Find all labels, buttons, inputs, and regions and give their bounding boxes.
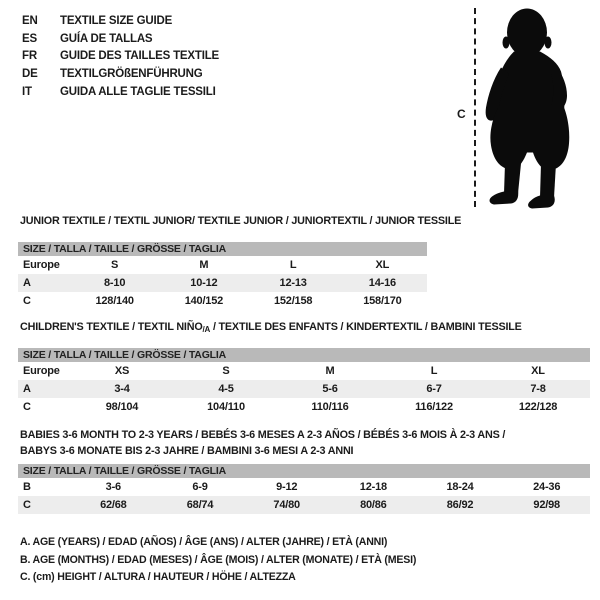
language-title: TEXTILGRÖßENFÜHRUNG	[60, 68, 203, 81]
table-cell: 152/158	[273, 295, 313, 307]
section-title-line2: BABYS 3-6 MONATE BIS 2-3 JAHRE / BAMBINI 3-6 MESI A 2-3 ANNI	[20, 445, 354, 457]
table-cell: 3-6	[105, 481, 121, 493]
size-table-junior	[18, 242, 427, 310]
table-cell: 86/92	[446, 499, 474, 511]
table-cell: 8-10	[104, 277, 126, 289]
row-label: Europe	[23, 259, 60, 271]
table-row-height	[18, 398, 590, 416]
language-code: FR	[22, 50, 37, 63]
table-cell: 4-5	[218, 383, 234, 395]
legend-note-a: A. AGE (YEARS) / EDAD (AÑOS) / ÂGE (ANS) / ALTER (JAHRE) / ETÀ (ANNI)	[20, 536, 388, 548]
table-cell: 18-24	[446, 481, 474, 493]
table-cell: 6-7	[426, 383, 442, 395]
table-cell: 10-12	[190, 277, 218, 289]
section-title-part: / TEXTILE DES ENFANTS / KINDERTEXTIL / BAMBINI TESSILE	[210, 321, 522, 333]
row-label: B	[23, 481, 31, 493]
table-cell: 158/170	[363, 295, 402, 307]
table-cell: 7-8	[530, 383, 546, 395]
section-title-children	[20, 321, 522, 334]
table-cell: 14-16	[368, 277, 396, 289]
row-label: C	[23, 295, 31, 307]
section-title-subscript: /A	[202, 325, 211, 334]
size-table-babies	[18, 464, 590, 514]
section-title-part: CHILDREN'S TEXTILE / TEXTIL NIÑO	[20, 321, 203, 333]
language-title: GUÍA DE TALLAS	[60, 32, 153, 45]
language-title: GUIDE DES TAILLES TEXTILE	[60, 50, 219, 63]
table-cell: M	[199, 259, 209, 271]
table-cell: 74/80	[273, 499, 300, 511]
language-code: IT	[22, 85, 32, 98]
language-code: DE	[22, 68, 38, 81]
table-cell: 9-12	[276, 481, 298, 493]
table-row-age	[18, 274, 427, 292]
language-code: ES	[22, 32, 37, 45]
table-cell: 122/128	[518, 401, 558, 413]
language-row-en	[22, 13, 219, 31]
table-cell: 6-9	[192, 481, 208, 493]
language-row-it	[22, 84, 219, 102]
table-cell: 80/86	[360, 499, 387, 511]
language-title: TEXTILE SIZE GUIDE	[60, 15, 173, 27]
table-row-europe	[18, 256, 427, 274]
row-label: A	[23, 277, 31, 289]
language-code: EN	[22, 15, 38, 27]
language-row-fr	[22, 48, 219, 66]
row-label: C	[23, 499, 31, 511]
table-cell: 68/74	[186, 499, 214, 511]
size-header-band: SIZE / TALLA / TAILLE / GRÖSSE / TAGLIA	[18, 242, 427, 256]
table-cell: 12-13	[279, 277, 307, 289]
legend-notes	[20, 534, 416, 587]
table-cell: 3-4	[114, 383, 130, 395]
table-cell: 104/110	[207, 401, 245, 413]
size-header-band: SIZE / TALLA / TAILLE / GRÖSSE / TAGLIA	[18, 348, 590, 362]
language-row-es	[22, 31, 219, 49]
size-header-band: SIZE / TALLA / TAILLE / GRÖSSE / TAGLIA	[18, 464, 590, 478]
table-cell: 110/116	[311, 401, 349, 413]
height-measure-dashed-line	[474, 8, 476, 207]
language-title: GUIDA ALLE TAGLIE TESSILI	[60, 85, 216, 98]
section-title-junior: JUNIOR TEXTILE / TEXTIL JUNIOR/ TEXTILE JUNIOR / JUNIORTEXTIL / JUNIOR TESSILE	[20, 215, 462, 227]
table-cell: XL	[531, 365, 545, 377]
table-cell: 128/140	[95, 295, 134, 307]
table-row-height	[18, 496, 590, 514]
table-cell: 98/104	[105, 401, 139, 413]
row-label: C	[23, 401, 31, 413]
table-cell: XS	[114, 365, 130, 377]
legend-note-c: C. (cm) HEIGHT / ALTURA / HAUTEUR / HÖHE / ALTEZZA	[20, 571, 296, 584]
section-title-line1: BABIES 3-6 MONTH TO 2-3 YEARS / BEBÉS 3-6 MESES A 2-3 AÑOS / BÉBÉS 3-6 MOIS À 2-3 ANS /	[20, 429, 506, 441]
table-cell: 24-36	[533, 481, 561, 493]
table-cell: 140/152	[184, 295, 224, 307]
table-cell: 62/68	[100, 499, 127, 511]
table-row-europe	[18, 362, 590, 380]
language-list	[22, 13, 219, 102]
table-cell: L	[289, 259, 297, 271]
table-row-age	[18, 380, 590, 398]
table-cell: 116/122	[415, 401, 453, 413]
table-cell: L	[430, 365, 438, 377]
language-row-de	[22, 66, 219, 84]
table-cell: 12-18	[359, 481, 387, 493]
table-cell: XL	[375, 259, 390, 271]
toddler-silhouette-icon	[481, 7, 581, 210]
table-cell: 92/98	[533, 499, 560, 511]
section-title-babies	[20, 427, 505, 459]
table-row-height	[18, 292, 427, 310]
legend-note-b: B. AGE (MONTHS) / EDAD (MESES) / ÂGE (MOIS) / ALTER (MONATE) / ETÀ (MESI)	[20, 553, 417, 566]
size-table-children	[18, 348, 590, 416]
table-cell: S	[222, 365, 230, 377]
table-cell: 5-6	[322, 383, 338, 395]
row-label: A	[23, 383, 31, 395]
table-cell: S	[111, 259, 119, 271]
height-measure-label: C	[457, 107, 466, 121]
table-row-months	[18, 478, 590, 496]
row-label: Europe	[23, 365, 60, 377]
table-cell: M	[325, 365, 335, 377]
